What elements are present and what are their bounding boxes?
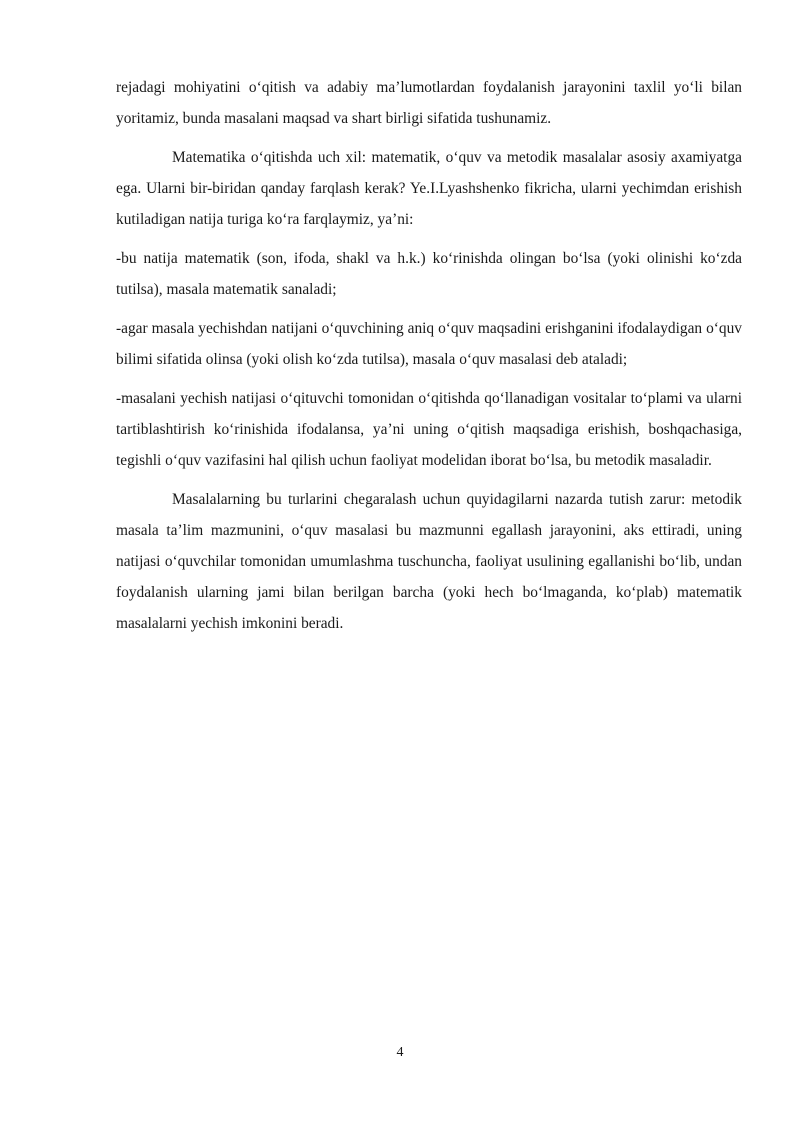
paragraph: Matematika oʻqitishda uch xil: matematik, oʻquv va metodik masalalar asosiy axamiyatga ega. Ularni bir-biridan qanday farqlash kerak? Ye.I.Lyashshenko fikricha, ularni yechimdan erishish kutiladigan natija turiga koʻra farqlaymiz, yaʼni: — [116, 149, 742, 228]
paragraph: rejadagi mohiyatini oʻqitish va adabiy maʼlumotlardan foydalanish jarayonini taxlil yoʻli bilan yoritamiz, bunda masalani maqsad va shart birligi sifatida tushunamiz. — [116, 79, 742, 127]
paragraph: Masalalarning bu turlarini chegaralash uchun quyidagilarni nazarda tutish zarur: metodik masala taʼlim mazmunini, oʻquv masalasi bu mazmunni egallash jarayonini, aks ettiradi, uning natijasi oʻquvchilar tomonidan umumlashma tuschuncha, faoliyat usulining egallanishi boʻlib, undan foydalanish ularning jami bilan berilgan barcha (yoki hech boʻlmaganda, koʻplab) matematik masalalarni yechish imkonini beradi. — [116, 491, 742, 632]
document-body — [116, 72, 742, 639]
list-item-paragraph: -bu natija matematik (son, ifoda, shakl va h.k.) koʻrinishda olingan boʻlsa (yoki olinishi koʻzda tutilsa), masala matematik sanaladi; — [116, 250, 742, 298]
list-item-paragraph: -agar masala yechishdan natijani oʻquvchining aniq oʻquv maqsadini erishganini ifodalaydigan oʻquv bilimi sifatida olinsa (yoki olish koʻzda tutilsa), masala oʻquv masalasi deb ataladi; — [116, 320, 742, 368]
list-item-paragraph: -masalani yechish natijasi oʻqituvchi tomonidan oʻqitishda qoʻllanadigan vositalar toʻplami va ularni tartiblashtirish koʻrinishida ifodalansa, yaʼni uning oʻqitish maqsadiga erishish, boshqachasiga, tegishli oʻquv vazifasini hal qilish uchun faoliyat modelidan iborat boʻlsa, bu metodik masaladir. — [116, 390, 742, 469]
page-number: 4 — [396, 1045, 404, 1060]
